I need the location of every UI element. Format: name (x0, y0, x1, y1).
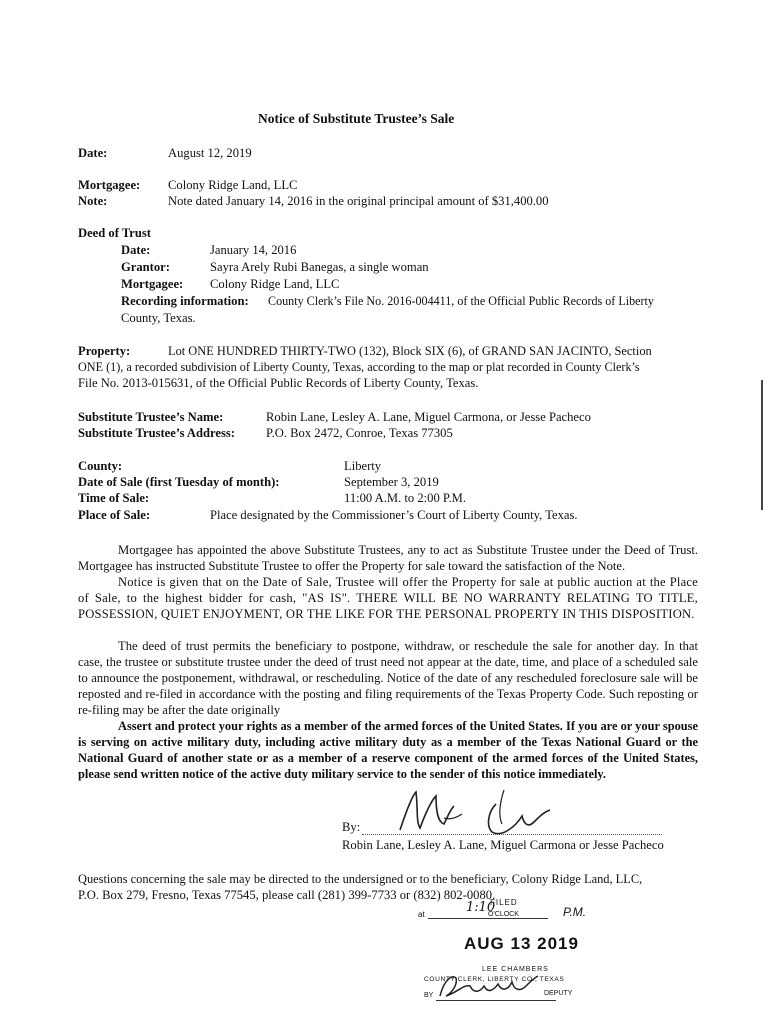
sale-date-value: September 3, 2019 (344, 475, 439, 489)
questions-line1: Questions concerning the sale may be directed to the undersigned or to the beneficiary, Colony Ridge Land, LLC, (78, 872, 643, 886)
mortgagee-value: Colony Ridge Land, LLC (168, 178, 298, 192)
property-line2: ONE (1), a recorded subdivision of Liberty County, Texas, according to the map or plat recorded in County Clerk’s (78, 360, 640, 374)
note-label: Note: (78, 194, 108, 208)
paragraph-appointment: Mortgagee has appointed the above Substitute Trustees, any to act as Substitute Trustee under the Deed of Trust. Mortgagee has instructed Substitute Trustee to offer the Property for sale toward the satisfaction of the Note. (78, 543, 698, 573)
document-title: Notice of Substitute Trustee’s Sale (258, 111, 455, 126)
filed-stamp-by: BY (424, 992, 434, 999)
deed-mortgagee-label: Mortgagee: (121, 277, 184, 291)
filed-stamp-label: FILED (490, 898, 518, 907)
note-value: Note dated January 14, 2016 in the original principal amount of $31,400.00 (168, 194, 549, 208)
county-label: County: (78, 459, 123, 473)
sale-place-value: Place designated by the Commissioner’s Court of Liberty County, Texas. (210, 508, 578, 522)
filed-stamp-pm: P.M. (563, 905, 587, 919)
filed-stamp-date: AUG 13 2019 (464, 934, 579, 953)
deed-date-value: January 14, 2016 (210, 243, 297, 257)
sale-place-label: Place of Sale: (78, 508, 151, 522)
deed-date-label: Date: (121, 243, 151, 257)
recording-label: Recording information: (121, 294, 249, 308)
paragraph-military-notice: Assert and protect your rights as a member of the armed forces of the United States. If you are or your spouse is serving on active military duty, including active military duty as a member of the Texas National Guard or the National Guard of another state or as a member of a reserve component of the armed forces of the United States, please send written notice of the active duty military service to the sender of this notice immediately. (78, 719, 698, 781)
questions-line2: P.O. Box 279, Fresno, Texas 77545, please call (281) 399-7733 or (832) 802-0080. (78, 888, 496, 902)
county-value: Liberty (344, 459, 382, 473)
filed-stamp-at: at (418, 910, 425, 919)
filed-stamp-line1 (428, 918, 548, 919)
filed-stamp-oclock: O'CLOCK (488, 911, 519, 918)
property-line1: Lot ONE HUNDRED THIRTY-TWO (132), Block SIX (6), of GRAND SAN JACINTO, Section (168, 344, 652, 358)
filed-stamp-clerk-line: COUNTY CLERK, LIBERTY CO., TEXAS (424, 976, 565, 983)
sale-time-value: 11:00 A.M. to 2:00 P.M. (344, 491, 466, 505)
date-label: Date: (78, 146, 108, 160)
property-label: Property: (78, 344, 131, 358)
sale-date-label: Date of Sale (first Tuesday of month): (78, 475, 280, 489)
deputy-signature (434, 968, 544, 1004)
filed-stamp-deputy: DEPUTY (544, 990, 573, 997)
paragraph-postponement: The deed of trust permits the beneficiary to postpone, withdraw, or reschedule the sale for another day. In that case, the trustee or substitute trustee under the deed of trust need not appear at the date, time, and place of a scheduled sale to announce the postponement, withdrawal, or rescheduling. Notice of the date of any rescheduled foreclosure sale will be reposted and re-filed in accordance with the posting and filing requirements of the Texas Property Code. Such reposting or re-filing may be after the date originally (78, 639, 698, 717)
deed-of-trust-heading: Deed of Trust (78, 226, 151, 240)
grantor-value: Sayra Arely Rubi Banegas, a single woman (210, 260, 429, 274)
trustee-address-value: P.O. Box 2472, Conroe, Texas 77305 (266, 426, 453, 440)
filed-time-handwriting: 1:10 (466, 900, 496, 915)
grantor-label: Grantor: (121, 260, 170, 274)
date-value: August 12, 2019 (168, 146, 252, 160)
deed-mortgagee-value: Colony Ridge Land, LLC (210, 277, 340, 291)
recording-value-line2: County, Texas. (121, 311, 196, 325)
paragraph-notice: Notice is given that on the Date of Sale, Trustee will offer the Property for sale at public auction at the Place of Sale, to the highest bidder for cash, "AS IS". THERE WILL BE NO WARRANTY RELATING TO TITLE, POSSESSION, QUIET ENJOYMENT, OR THE LIKE FOR THE PERSONAL PROPERTY IN THIS DISPOSITION. (78, 575, 698, 621)
sale-time-label: Time of Sale: (78, 491, 150, 505)
filed-stamp-clerk-name: LEE CHAMBERS (482, 966, 549, 973)
signature-by-label: By: (342, 820, 361, 834)
trustee-name-value: Robin Lane, Lesley A. Lane, Miguel Carmona, or Jesse Pacheco (266, 410, 591, 424)
trustee-name-label: Substitute Trustee’s Name: (78, 410, 224, 424)
recording-value-line1: County Clerk’s File No. 2016-004411, of the Official Public Records of Liberty (268, 294, 654, 308)
trustee-address-label: Substitute Trustee’s Address: (78, 426, 235, 440)
signature-names: Robin Lane, Lesley A. Lane, Miguel Carmona or Jesse Pacheco (342, 838, 664, 852)
mortgagee-label: Mortgagee: (78, 178, 141, 192)
property-line3: File No. 2013-015631, of the Official Public Records of Liberty County, Texas. (78, 376, 479, 390)
scan-margin-mark (761, 380, 763, 510)
